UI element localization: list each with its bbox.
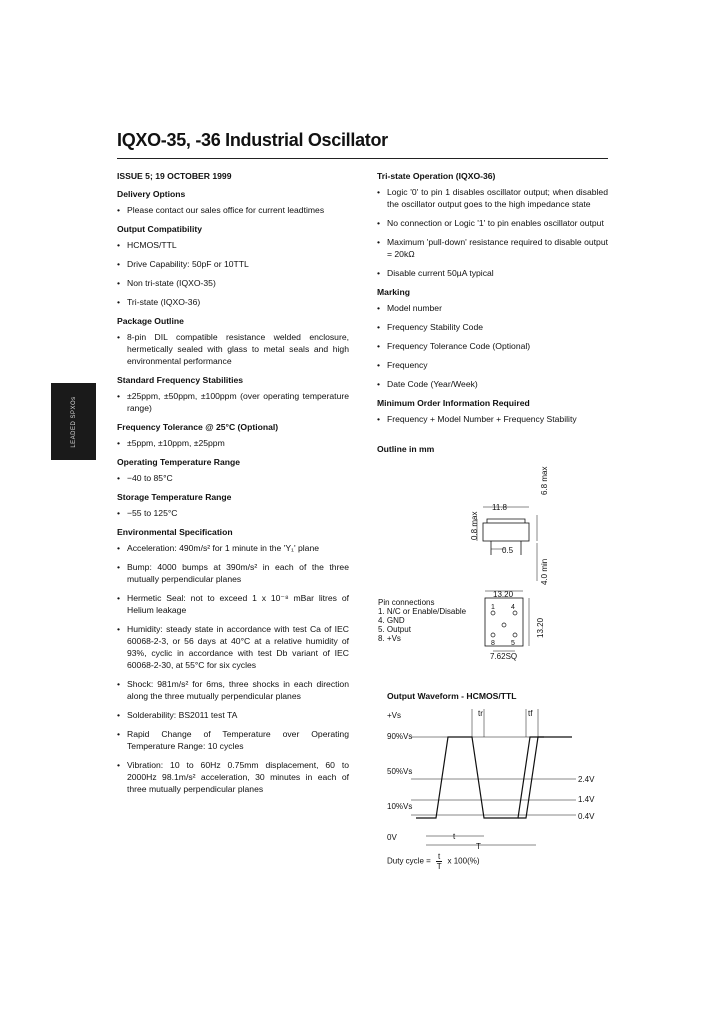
pin-connection-item: 1. N/C or Enable/Disable [378, 607, 467, 616]
list-item: • Please contact our sales office for current leadtimes [117, 204, 349, 216]
list-item: • Shock: 981m/s² for 6ms, three shocks in each direction along the three mutually perpendicular planes [117, 678, 349, 702]
dim-lead: 4.0 min [540, 558, 549, 585]
T-label: T [476, 842, 481, 851]
list-item: • Logic '0' to pin 1 disables oscillator output; when disabled the oscillator output goes to the high impedance state [377, 186, 608, 210]
v24-label: 2.4V [578, 775, 595, 784]
output-waveform-second [518, 737, 572, 818]
waveform-heading: Output Waveform - HCMOS/TTL [387, 691, 517, 701]
v04-label: 0.4V [578, 812, 595, 821]
pin-connection-item: 4. GND [378, 616, 405, 625]
section-heading: Storage Temperature Range [117, 492, 232, 502]
list-item: • Frequency Stability Code [377, 321, 608, 333]
title-rule [117, 158, 608, 159]
section-heading: Environmental Specification [117, 527, 233, 537]
pin-number-1: 1 [491, 604, 495, 611]
output-waveform [416, 737, 544, 818]
list-item: • Maximum 'pull-down' resistance required to disable output = 20kΩ [377, 236, 608, 260]
list-item: • Model number [377, 302, 608, 314]
dim-side: 13.20 [536, 617, 545, 638]
level-90-label: 90%Vs [387, 732, 413, 741]
pin-5 [513, 633, 517, 637]
list-item: • No connection or Logic '1' to pin enables oscillator output [377, 217, 608, 229]
dim-top: 13.20 [493, 590, 514, 599]
list-item: • Hermetic Seal: not to exceed 1 x 10⁻⁸ mBar litres of Helium leakage [117, 592, 349, 616]
section-heading: Tri-state Operation (IQXO-36) [377, 171, 496, 181]
list-item: • Solderability: BS2011 test TA [117, 709, 349, 721]
right-column [377, 170, 608, 459]
page-title: IQXO-35, -36 Industrial Oscillator [117, 130, 388, 150]
section-heading: Output Compatibility [117, 224, 202, 234]
pin-number-8: 8 [491, 640, 495, 647]
pin-center [502, 623, 506, 627]
issue-line: ISSUE 5; 19 OCTOBER 1999 [117, 171, 232, 181]
sidebar-tab [51, 383, 96, 460]
package-side-body [483, 523, 529, 541]
duty-prefix: Duty cycle = [387, 856, 431, 866]
dim-height-max: 6.8 max [540, 466, 549, 495]
list-item: • Bump: 4000 bumps at 390m/s² in each of the three mutually perpendicular planes [117, 561, 349, 585]
list-item: • Frequency + Model Number + Frequency Stability [377, 413, 608, 425]
list-item: • −40 to 85°C [117, 472, 349, 484]
v14-label: 1.4V [578, 795, 595, 804]
tr-label: tr [478, 709, 483, 718]
dim-bottom: 7.62SQ [490, 652, 518, 661]
pin-8 [491, 633, 495, 637]
list-item: • ±5ppm, ±10ppm, ±25ppm [117, 437, 349, 449]
level-vs-label: +Vs [387, 711, 402, 720]
section-heading: Outline in mm [377, 444, 435, 454]
waveform-diagram [386, 705, 608, 855]
pin-1 [491, 611, 495, 615]
level-50-label: 50%Vs [387, 767, 413, 776]
list-item: • Tri-state (IQXO-36) [117, 296, 349, 308]
duty-cycle-formula [387, 852, 480, 871]
duty-numerator: t [438, 852, 441, 861]
section-heading: Package Outline [117, 316, 184, 326]
tf-label: tf [528, 709, 533, 718]
list-item: • Frequency Tolerance Code (Optional) [377, 340, 608, 352]
list-item: • HCMOS/TTL [117, 239, 349, 251]
pin-number-4: 4 [511, 604, 515, 611]
list-item: • Date Code (Year/Week) [377, 378, 608, 390]
list-item: • ±25ppm, ±50ppm, ±100ppm (over operating temperature range) [117, 390, 349, 414]
list-item: • −55 to 125°C [117, 507, 349, 519]
list-item: • Frequency [377, 359, 608, 371]
section-heading: Delivery Options [117, 189, 186, 199]
list-item: • Vibration: 10 to 60Hz 0.75mm displacement, 60 to 2000Hz 98.1m/s² acceleration, 30 minutes in each of three mutually perpendicular planes [117, 759, 349, 795]
package-top-cap [487, 519, 525, 523]
t-label: t [453, 832, 456, 841]
sidebar-tab-label: LEADED SPXOs [70, 395, 77, 448]
section-heading: Frequency Tolerance @ 25°C (Optional) [117, 422, 279, 432]
list-item: • Drive Capability: 50pF or 10TTL [117, 258, 349, 270]
duty-denominator: T [436, 862, 442, 871]
pin-number-5: 5 [511, 640, 515, 647]
dim-width: 11.8 [492, 503, 507, 512]
level-10-label: 10%Vs [387, 802, 413, 811]
level-0-label: 0V [387, 833, 397, 842]
section-heading: Operating Temperature Range [117, 457, 241, 467]
pin-connection-item: 8. +Vs [378, 634, 401, 643]
dim-pin-offset: 0.5 [502, 546, 514, 555]
list-item: • Humidity: steady state in accordance with test Ca of IEC 60068-2-3, or 56 days at 40°C at a relative humidity of 93%, cyclic in accordance with test Db variant of IEC 60068-2-30, at 55°C for six cycles [117, 623, 349, 671]
pin-connections [378, 598, 466, 643]
pin-connection-item: 5. Output [378, 625, 411, 634]
left-column [117, 170, 349, 802]
list-item: • 8-pin DIL compatible resistance welded enclosure, hermetically sealed with glass to metal seals and high environmental performance [117, 331, 349, 367]
section-heading: Marking [377, 287, 410, 297]
list-item: • Non tri-state (IQXO-35) [117, 277, 349, 289]
list-item: • Rapid Change of Temperature over Operating Temperature Range: 10 cycles [117, 728, 349, 752]
list-item: • Acceleration: 490m/s² for 1 minute in the 'Y₁' plane [117, 542, 349, 554]
section-heading: Standard Frequency Stabilities [117, 375, 244, 385]
section-heading: Minimum Order Information Required [377, 398, 530, 408]
duty-suffix: x 100(%) [447, 856, 480, 866]
list-item: • Disable current 50µA typical [377, 267, 608, 279]
pin-connections-title: Pin connections [378, 598, 435, 607]
dim-pin: 0.8 max [470, 511, 479, 540]
pin-4 [513, 611, 517, 615]
